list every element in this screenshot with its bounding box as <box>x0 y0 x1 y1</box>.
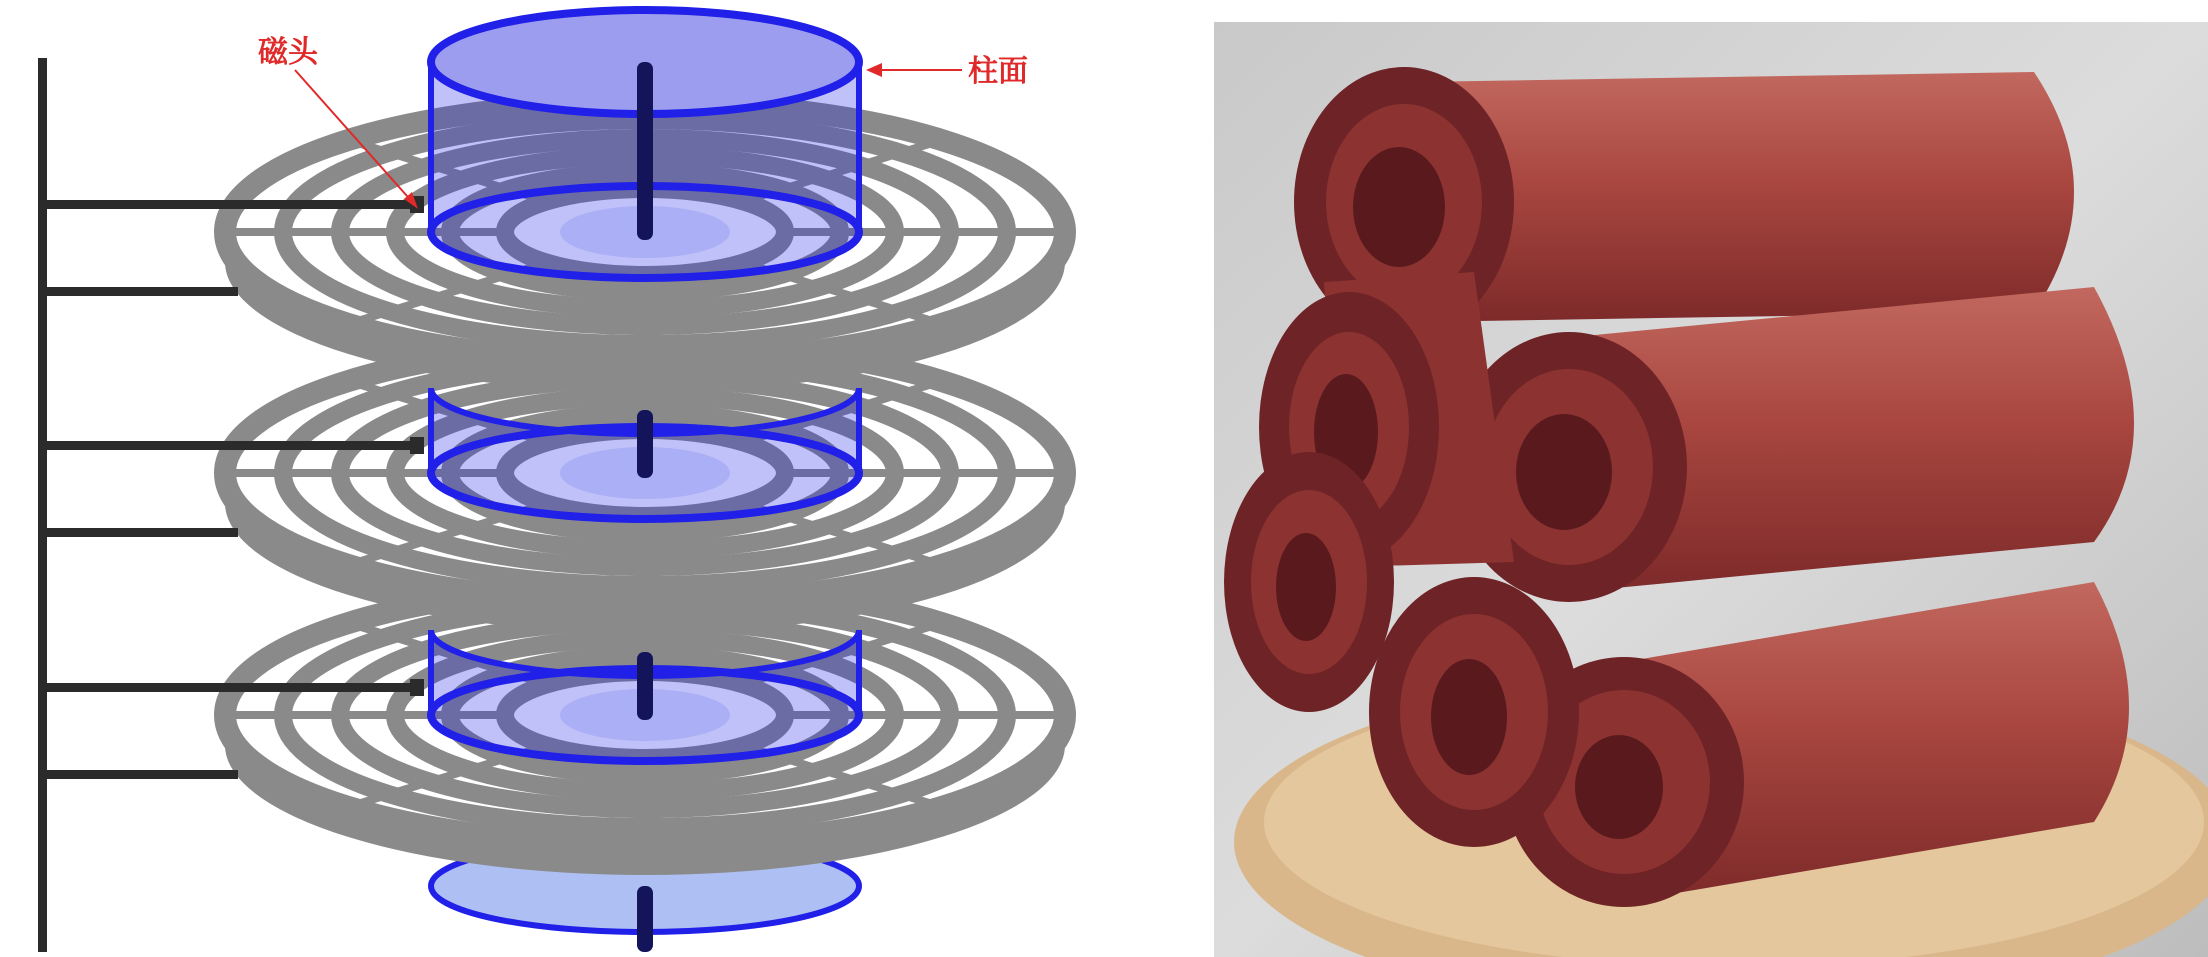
cylinder-arrowhead <box>866 63 882 77</box>
cylinder-label: 柱面 <box>968 54 1028 89</box>
fruit-roll-photo <box>1214 22 2208 957</box>
read-write-head-2 <box>410 437 424 454</box>
read-write-head-3 <box>410 679 424 696</box>
fruit-roll <box>1224 452 1394 712</box>
head-label: 磁头 <box>258 35 318 70</box>
fruit-roll <box>1369 577 1579 847</box>
